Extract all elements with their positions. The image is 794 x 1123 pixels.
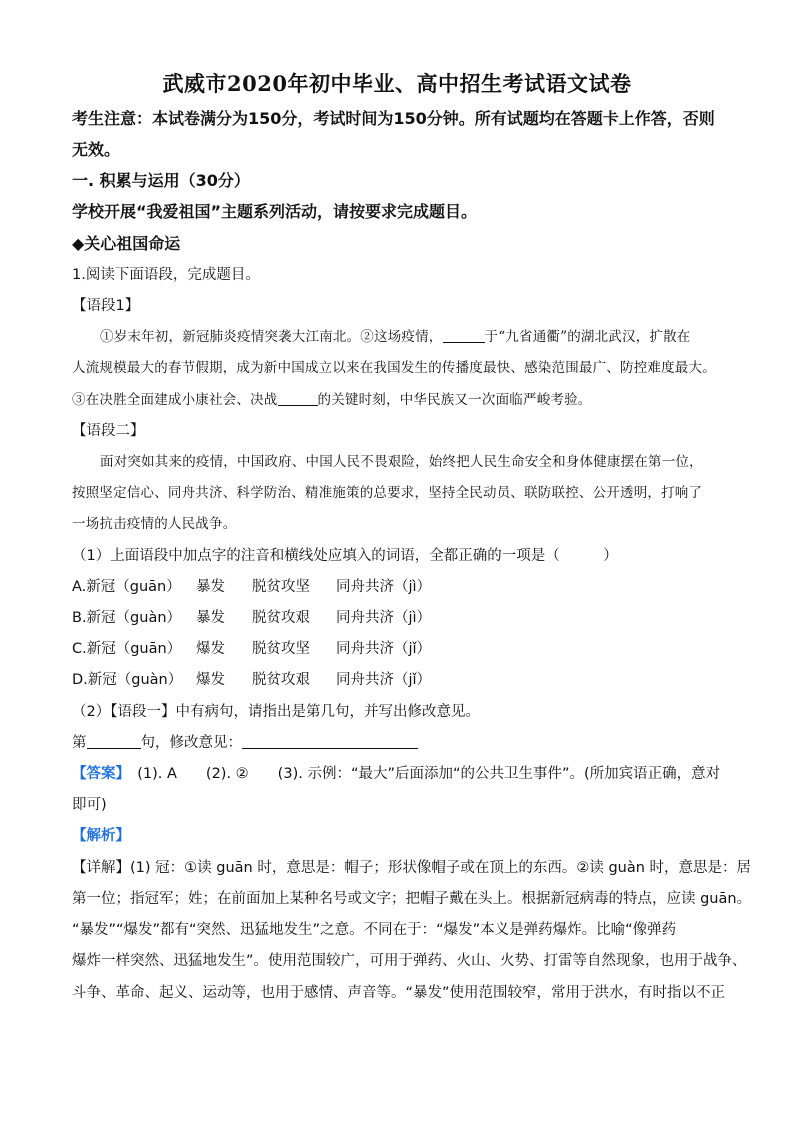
option-d: D.新冠（guàn） 爆发 脱贫攻艰 同舟共济（jǐ） xyxy=(72,672,432,688)
answer-label: 【答案】 xyxy=(72,766,123,782)
detail-line: “暴发”“爆发”都有“突然、迅猛地发生”之意。不同在于：“爆发”本义是弹药爆炸。比喻“像弹药 xyxy=(72,922,677,938)
section-heading: 一. 积累与运用（30分） xyxy=(72,171,250,190)
sub-question: （2）【语段一】中有病句，请指出是第几句，并写出修改意见。 xyxy=(72,704,480,720)
subsection-heading: ◆关心祖国命运 xyxy=(72,234,181,253)
analysis-label: 【解析】 xyxy=(72,828,130,844)
passage-line: 按照坚定信心、同舟共济、科学防治、精准施策的总要求，坚持全民动员、联防联控、公开透明，打响了 xyxy=(72,485,703,501)
passage-line: ①岁末年初，新冠肺炎疫情突袭大江南北。②这场疫情， 于“九省通衢”的湖北武汉，扩散在 xyxy=(100,329,691,345)
notice-line: 考生注意：本试卷满分为150分，考试时间为150分钟。所有试题均在答题卡上作答，否则 xyxy=(72,109,715,128)
blank-line xyxy=(443,328,485,343)
notice-line: 无效。 xyxy=(72,140,121,159)
sub-question: （1）上面语段中加点字的注音和横线处应填入的词语，全都正确的一项是（ ） xyxy=(72,548,618,564)
passage-line: 一场抗击疫情的人民战争。 xyxy=(72,516,237,532)
detail-line: 斗争、革命、起义、运动等，也用于感情、声音等。“暴发”使用范围较窄，常用于洪水，有时指以不正 xyxy=(72,985,726,1001)
blank-line xyxy=(242,734,418,749)
blank-line xyxy=(278,391,318,406)
question-prompt: 1.阅读下面语段，完成题目。 xyxy=(72,267,260,283)
detail-line: 爆炸一样突然、迅猛地发生”。使用范围较广，可用于弹药、火山、火势、打雷等自然现象，也用于战争、 xyxy=(72,953,747,969)
option-a: A.新冠（guān） 暴发 脱贫攻坚 同舟共济（jì） xyxy=(72,579,432,595)
answer-line: 即可) xyxy=(72,797,107,813)
detail-line: 第一位；指冠军；姓；在前面加上某种名号或文字；把帽子戴在头上。根据新冠病毒的特点，应读 guān。 xyxy=(72,891,752,907)
paragraph-label: 【语段1】 xyxy=(72,298,140,314)
detail-line: 【详解】(1) 冠：①读 guān 时，意思是：帽子；形状像帽子或在顶上的东西。②读 guàn 时，意思是：居 xyxy=(72,860,752,876)
answer-line xyxy=(72,764,720,784)
passage-line: 人流规模最大的春节假期，成为新中国成立以来在我国发生的传播度最快、感染范围最广、防控难度最大。 xyxy=(72,360,716,376)
fill-in-line: 第 句，修改意见： xyxy=(72,733,418,753)
answer-text: (1). A (2). ② (3). 示例：“最大”后面添加“的公共卫生事件”。(所加宾语正确，意对 xyxy=(122,766,721,782)
option-b: B.新冠（guàn） 暴发 脱贫攻艰 同舟共济（jì） xyxy=(72,610,432,626)
page-title: 武威市2020年初中毕业、高中招生考试语文试卷 xyxy=(162,71,632,96)
blank-line xyxy=(87,734,141,749)
paragraph-label: 【语段二】 xyxy=(72,423,145,439)
activity-intro: 学校开展“我爱祖国”主题系列活动，请按要求完成题目。 xyxy=(72,202,478,221)
option-c: C.新冠（guān） 爆发 脱贫攻坚 同舟共济（jǐ） xyxy=(72,641,432,657)
passage-line: ③在决胜全面建成小康社会、决战 的关键时刻，中华民族又一次面临严峻考验。 xyxy=(72,392,592,408)
passage-line: 面对突如其来的疫情，中国政府、中国人民不畏艰险，始终把人民生命安全和身体健康摆在第一位， xyxy=(100,454,703,470)
